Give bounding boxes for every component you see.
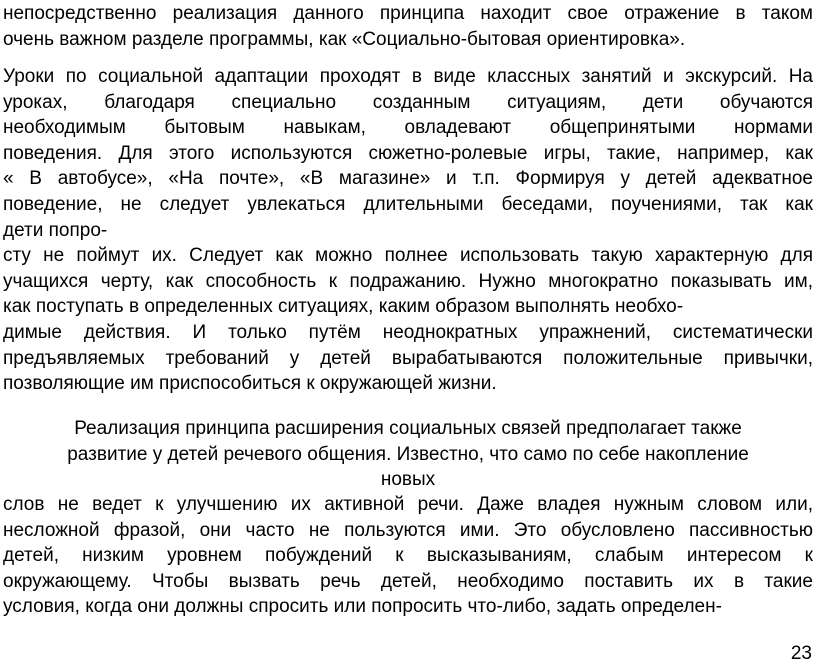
text-line: как поступать в определенных ситуациях, каким образом выполнять необхо- (3, 296, 684, 318)
page-number: 23 (790, 643, 812, 664)
text-line: уроках, благодаря специально созданным ситуациям, дети обучаются (3, 91, 813, 113)
text-line: несложной фразой, они часто не пользуются ими. Это обусловлено пассивностью (3, 519, 813, 541)
text-line: новых (380, 469, 436, 491)
text-line: учащихся черту, как способность к подражанию. Нужно многократно показывать им, (3, 270, 813, 292)
text-line: сту не поймут их. Следует как можно полнее использовать такую характерную для (3, 245, 813, 267)
text-line: окружающему. Чтобы вызвать речь детей, необходимо поставить их в такие (3, 570, 813, 592)
text-line: димые действия. И только путём неоднократных упражнений, систематически (3, 321, 813, 343)
text-line: развитие у детей речевого общения. Известно, что само по себе накопление (67, 443, 749, 465)
text-line: предъявляемых требований у детей вырабатываются положительные привычки, (3, 347, 813, 369)
paragraph-speech (3, 492, 813, 620)
text-line: непосредственно реализация данного принципа находит свое отражение в таком (3, 3, 813, 24)
paragraph-social-adaptation (3, 64, 813, 397)
paragraph-social-connections (3, 416, 813, 493)
text-line: поведения. Для этого используются сюжетно-ролевые игры, такие, например, как (3, 142, 813, 164)
text-line: Реализация принципа расширения социальных связей предполагает также (74, 418, 742, 439)
text-line: необходимым бытовым навыкам, овладевают общепринятыми нормами (3, 117, 813, 139)
text-line: условия, когда они должны спросить или попросить что-либо, задать определен- (3, 596, 722, 618)
text-line: очень важном разделе программы, как «Социально-бытовая ориентировка». (3, 28, 686, 50)
text-line: слов не ведет к улучшению их активной речи. Даже владея нужным словом или, (3, 494, 813, 515)
paragraph-continuation (3, 1, 813, 52)
text-line: позволяющие им приспособиться к окружающей жизни. (3, 373, 497, 395)
text-line: детей, низким уровнем побуждений к высказываниям, слабым интересом к (3, 545, 813, 567)
text-line: дети попро- (3, 219, 108, 241)
text-line: поведение, не следует увлекаться длительными беседами, поучениями, так как (3, 193, 813, 215)
text-line: Уроки по социальной адаптации проходят в виде классных занятий и экскурсий. На (3, 66, 813, 87)
text-line: « В автобусе», «На почте», «В магазине» и т.п. Формируя у детей адекватное (3, 168, 813, 190)
